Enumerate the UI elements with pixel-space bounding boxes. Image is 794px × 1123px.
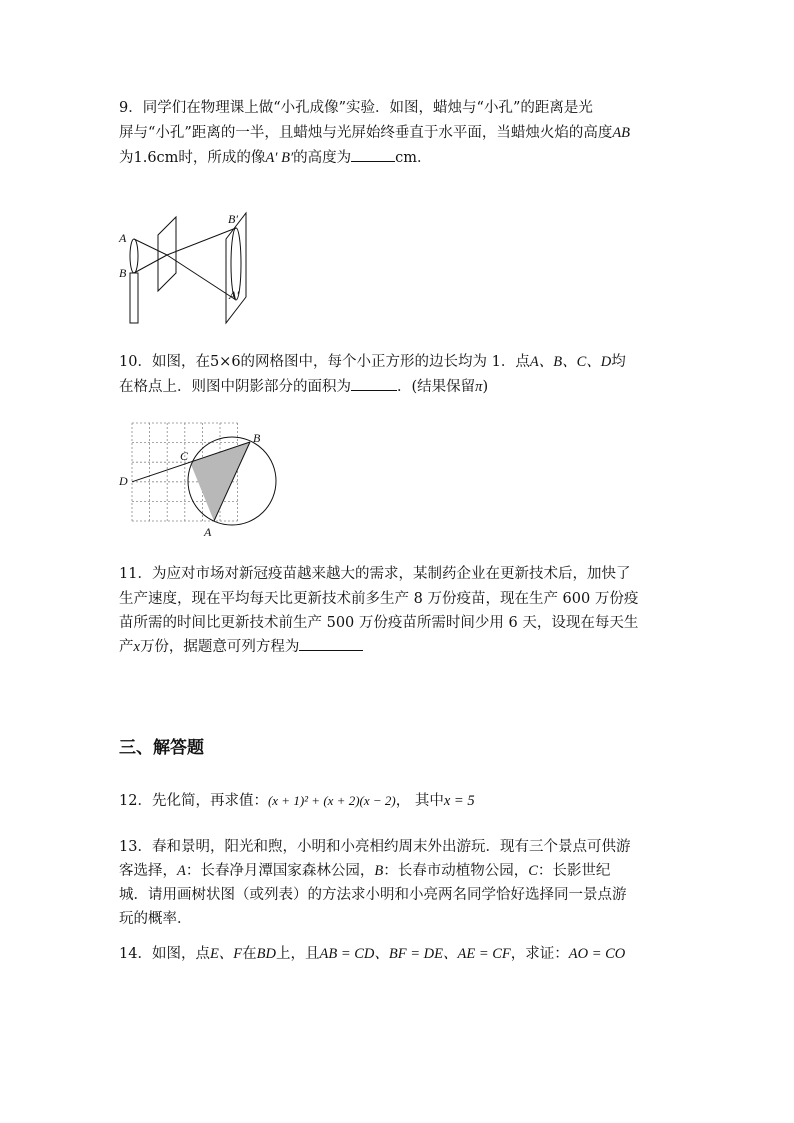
ray-a-to-hole bbox=[134, 239, 167, 255]
q10-points: A、B、C、D bbox=[529, 354, 612, 370]
q13-line-4: 玩的概率． bbox=[119, 911, 192, 927]
q14-text-a: 14．如图，点 bbox=[119, 946, 210, 962]
q13-line-2-c: ：长春市动植物公园， bbox=[383, 863, 529, 879]
q13-opt-c: C bbox=[528, 863, 538, 879]
q13-line-1: 13．春和景明，阳光和煦，小明和小亮相约周末外出游玩．现有三个景点可供游 bbox=[119, 839, 631, 855]
q12-condition: x = 5 bbox=[443, 793, 475, 809]
q10-line-1-a: 10．如图，在5×6的网格图中，每个小正方形的边长均为 1．点 bbox=[119, 354, 530, 370]
q12-expression: (x + 1)² + (x + 2)(x − 2) bbox=[267, 793, 396, 808]
ray-b-to-hole bbox=[134, 255, 167, 273]
section-heading: 三、解答题 bbox=[119, 738, 204, 758]
q9-line-2 bbox=[119, 122, 630, 144]
q13-opt-b: B bbox=[374, 863, 384, 879]
q10-pi: π bbox=[475, 379, 483, 395]
q13-opt-a: A bbox=[177, 863, 186, 879]
q12-line bbox=[119, 790, 475, 812]
fig9-label-a-prime: A′ bbox=[229, 288, 239, 302]
fig10-label-b: B bbox=[253, 431, 261, 445]
q14-points-ef: E、F bbox=[209, 946, 243, 962]
candle-body bbox=[130, 273, 138, 323]
q12-text-b: ， 其中 bbox=[395, 793, 444, 809]
q14-goal: AO = CO bbox=[568, 946, 626, 962]
q9-line-3 bbox=[119, 147, 432, 169]
q10-answer-blank[interactable] bbox=[351, 376, 397, 391]
q13-line-2-a: 客选择， bbox=[119, 863, 177, 879]
q9-line-3-b: 的高度为 bbox=[293, 150, 352, 166]
shaded-region bbox=[190, 442, 250, 521]
pinhole-board bbox=[158, 217, 176, 291]
q10-line-2 bbox=[119, 376, 488, 398]
q11-line-4-b: 万份，据题意可列方程为 bbox=[139, 639, 300, 655]
q11-line-4 bbox=[119, 636, 363, 658]
q12-text-a: 12．先化简，再求值： bbox=[119, 793, 268, 809]
q11-answer-blank[interactable] bbox=[299, 636, 363, 651]
q9-line-3-a: 为1.6cm时，所成的像 bbox=[119, 150, 266, 166]
light-screen bbox=[226, 213, 246, 323]
q13-line-2 bbox=[119, 860, 610, 882]
q10-line-2-a: 在格点上．则图中阴影部分的面积为 bbox=[119, 379, 351, 395]
q14-text-d: ，求证： bbox=[510, 946, 569, 962]
q13-line-2-b: ：长春净月潭国家森林公园， bbox=[185, 863, 375, 879]
q9-line-1: 9．同学们在物理课上做“小孔成像”实验．如图，蜡烛与“小孔”的距离是光 bbox=[119, 100, 593, 116]
fig9-label-a: A bbox=[119, 231, 127, 245]
pinhole-figure bbox=[118, 205, 258, 325]
q10-line-1-b: 均 bbox=[611, 354, 626, 370]
q11-line-2: 生产速度，现在平均每天比更新技术前多生产 8 万份疫苗，现在生产 600 万份疫 bbox=[119, 591, 639, 607]
q13-line-2-d: ：长影世纪 bbox=[537, 863, 611, 879]
q14-conditions: AB = CD、BF = DE、AE = CF bbox=[319, 946, 511, 962]
fig10-label-c: C bbox=[180, 449, 189, 463]
fig10-label-a: A bbox=[204, 525, 212, 539]
q14-text-b: 在 bbox=[242, 946, 257, 962]
q10-line-2-c: ) bbox=[482, 379, 489, 395]
q14-line bbox=[119, 943, 625, 965]
q9-var-ab: AB bbox=[612, 125, 631, 141]
q10-line-1 bbox=[119, 351, 626, 373]
grid-circle-figure bbox=[116, 420, 286, 540]
q10-line-2-b: ．(结果保留 bbox=[397, 379, 476, 395]
q9-answer-blank[interactable] bbox=[351, 147, 395, 162]
q14-text-c: 上，且 bbox=[276, 946, 320, 962]
q9-line-2-text: 屏与“小孔”距离的一半，且蜡烛与光屏始终垂直于水平面，当蜡烛火焰的高度 bbox=[119, 125, 613, 141]
fig10-label-d: D bbox=[119, 474, 128, 488]
candle-flame bbox=[130, 239, 138, 273]
q11-var-x: x bbox=[133, 639, 140, 655]
q13-line-3: 城．请用画树状图（或列表）的方法求小明和小亮两名同学恰好选择同一景点游 bbox=[119, 887, 627, 903]
fig9-label-b-prime: B′ bbox=[228, 212, 238, 226]
q9-line-3-c: cm． bbox=[395, 150, 432, 166]
fig9-label-b: B bbox=[119, 266, 127, 280]
q11-line-1: 11．为应对市场对新冠疫苗越来越大的需求，某制药企业在更新技术后，加快了 bbox=[119, 566, 631, 582]
q14-seg-bd: BD bbox=[256, 946, 277, 962]
q11-line-4-a: 产 bbox=[119, 639, 134, 655]
q9-var-ab-prime: A′ B′ bbox=[265, 150, 294, 166]
q11-line-3: 苗所需的时间比更新技术前生产 500 万份疫苗所需时间少用 6 天，设现在每天生 bbox=[119, 615, 639, 631]
